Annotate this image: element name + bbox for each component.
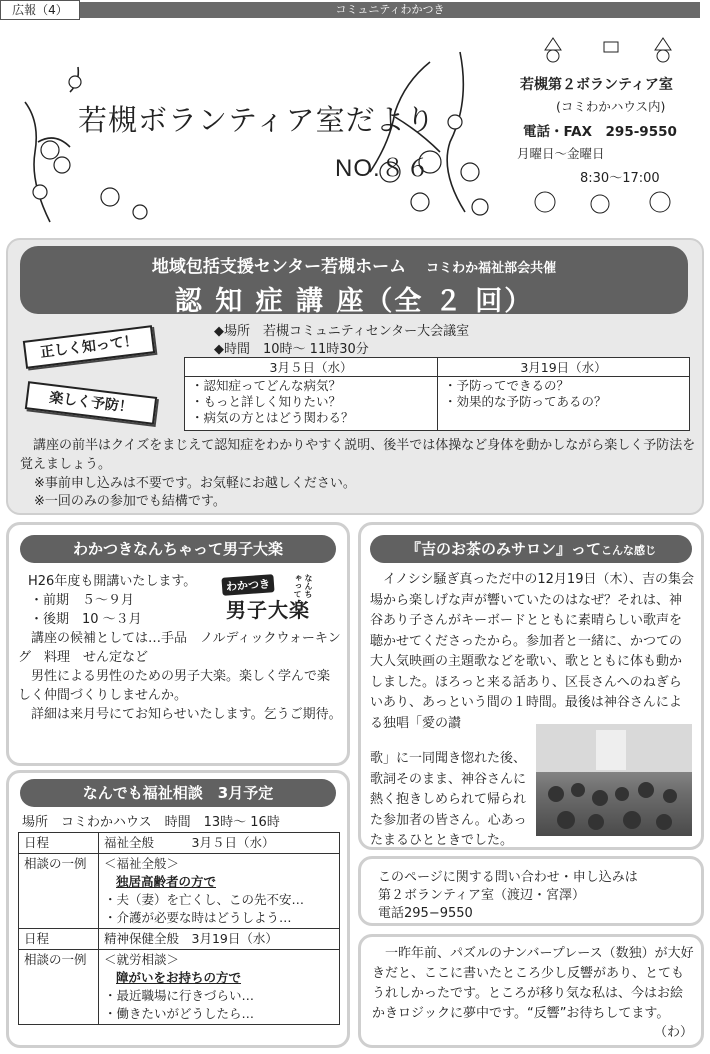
- salon-photo: [536, 724, 692, 836]
- day1-item: ・認知症ってどんな病気？: [191, 378, 342, 393]
- consult-example: ・介護が必要な時はどうしよう…: [104, 910, 292, 925]
- consult-target: 障がいをお持ちの方で: [116, 970, 242, 985]
- mens-club-line: H26年度も開講いたします。: [28, 574, 197, 589]
- mens-club-line: 講座の候補としては…手品 ノルディックウォーキング 料理 せん定など: [18, 631, 341, 665]
- lecture-host: 地域包括支援センター若槻ホーム: [151, 257, 407, 277]
- mens-club-line: ・前期 ５〜９月: [30, 593, 135, 608]
- page-label: 広報（4）: [0, 0, 80, 20]
- lecture-description: 講座の前半はクイズをまじえて認知症をわかりやすく説明、後半では体操など身体を動かしながら楽しく予防法を覚えましょう。: [20, 438, 696, 472]
- lecture-time: ◆時間 10時〜 11時30分: [214, 342, 369, 357]
- consult-title: なんでも福祉相談 3月予定: [20, 779, 336, 807]
- mens-club-line: 詳細は来月号にてお知らせいたします。乞うご期待。: [18, 707, 342, 722]
- consult-example: ＜福祉全般＞: [104, 856, 180, 871]
- top-bar: [0, 0, 710, 20]
- lecture-banner: [20, 246, 688, 317]
- consult-target: 独居高齢者の方で: [116, 874, 217, 889]
- org-phone: 電話・FAX 295-9550: [523, 124, 677, 140]
- consult-example: ＜就労相談＞: [104, 952, 180, 967]
- consult-example: ・働きたいがどうしたら…: [104, 1006, 255, 1021]
- day2-item: ・予防ってできるの？: [444, 378, 570, 393]
- lecture-note: ※一回のみの参加でも結構です。: [34, 494, 226, 509]
- contact-line: 電話295−9550: [378, 906, 473, 921]
- salon-paragraph-2: 歌」に一同聞き惚れた後、歌詞そのまま、神谷さんに熱く抱きしめられて帰られた参加者の皆さん。心あったまるひとときでした。: [370, 751, 527, 848]
- issue-number: NO.８６: [335, 155, 431, 182]
- salon-title: 『吉のお茶のみサロン』って: [405, 540, 601, 558]
- consult-info: 場所 コミわかハウス 時間 13時〜 16時: [22, 815, 280, 830]
- mens-club-logo: わかつき なんちゃって 男子大楽: [222, 576, 340, 626]
- row-header: 日程: [19, 833, 99, 854]
- mens-club-line: ・後期 10 〜３月: [30, 612, 142, 627]
- salon-paragraph: イノシシ騒ぎ真っただ中の12月19日（木）、吉の集会場から楽しげな声が響いていたのはなぜ？それは、神谷あり子さんがキーボードとともに素晴らしい歌声を聴かせてくださったから。参加者と一緒に、かつての大人気映画の主題歌などを歌い、歌とともに体も動かしました。ほろっと来る話あり、区長さんへのねぎらいあり、あっという間の１時間。最後は神谷さんによる独唱「愛の讃: [370, 572, 694, 731]
- day2-header: 3月19日（水）: [438, 358, 690, 377]
- org-name: 若槻第２ボランティア室: [520, 77, 673, 93]
- contact-line: 第２ボランティア室（渡辺・宮澤）: [378, 888, 585, 903]
- consult-table: [18, 832, 340, 1025]
- office-days: 月曜日〜金曜日: [517, 146, 605, 161]
- office-hours: 8:30〜17:00: [580, 171, 660, 186]
- row-header: 相談の一例: [19, 950, 99, 1025]
- lecture-place: ◆場所 若槻コミュニティセンター大会議室: [214, 324, 470, 339]
- row-value: 福祉全般 3月５日（水）: [99, 833, 340, 854]
- essay-text: 一昨年前、パズルのナンバープレース（数独）が大好きだと、ここに書いたところ少し反響があり、とてもうれしかったです。ところが移り気な私は、今はお絵かきロジックに夢中です。“反響”お待ちしてます。: [372, 946, 694, 1021]
- row-value: 精神保健全般 3月19日（水）: [99, 929, 340, 950]
- day1-item: ・病気の方とはどう関わる？: [191, 410, 354, 425]
- lecture-cohost: コミわか福祉部会共催: [426, 261, 557, 276]
- newsletter-title: 若槻ボランティア室だより: [78, 103, 436, 137]
- contact-line: このページに関する問い合わせ・申し込みは: [378, 870, 638, 885]
- newsletter-strip: コミュニティわかつき: [80, 2, 700, 18]
- row-header: 相談の一例: [19, 854, 99, 929]
- org-place: (コミわかハウス内): [556, 99, 666, 114]
- tag-fun-prevention: 楽しく予防！: [25, 381, 157, 425]
- tag-learn-correctly: 正しく知って！: [23, 325, 155, 369]
- salon-title-pill: [370, 535, 692, 563]
- day1-item: ・もっと詳しく知りたい？: [191, 394, 342, 409]
- salon-title-small: こんな感じ: [601, 544, 656, 557]
- mens-club-title: わかつきなんちゃって男子大楽: [20, 535, 336, 563]
- day1-header: 3月５日（水）: [185, 358, 438, 377]
- lecture-note: ※事前申し込みは不要です。お気軽にお越しください。: [34, 476, 356, 491]
- consult-example: ・最近職場に行きづらい…: [104, 988, 255, 1003]
- day2-item: ・効果的な予防ってあるの？: [444, 394, 607, 409]
- essay-sign: （わ）: [654, 1025, 694, 1040]
- row-header: 日程: [19, 929, 99, 950]
- consult-example: ・夫（妻）を亡くし、この先不安…: [104, 892, 305, 907]
- mens-club-line: 男性による男性のための男子大楽。楽しく学んで楽しく仲間づくりしませんか。: [18, 669, 331, 703]
- lecture-schedule: [184, 357, 690, 431]
- lecture-title: 認 知 症 講 座（全 ２ 回）: [174, 286, 534, 317]
